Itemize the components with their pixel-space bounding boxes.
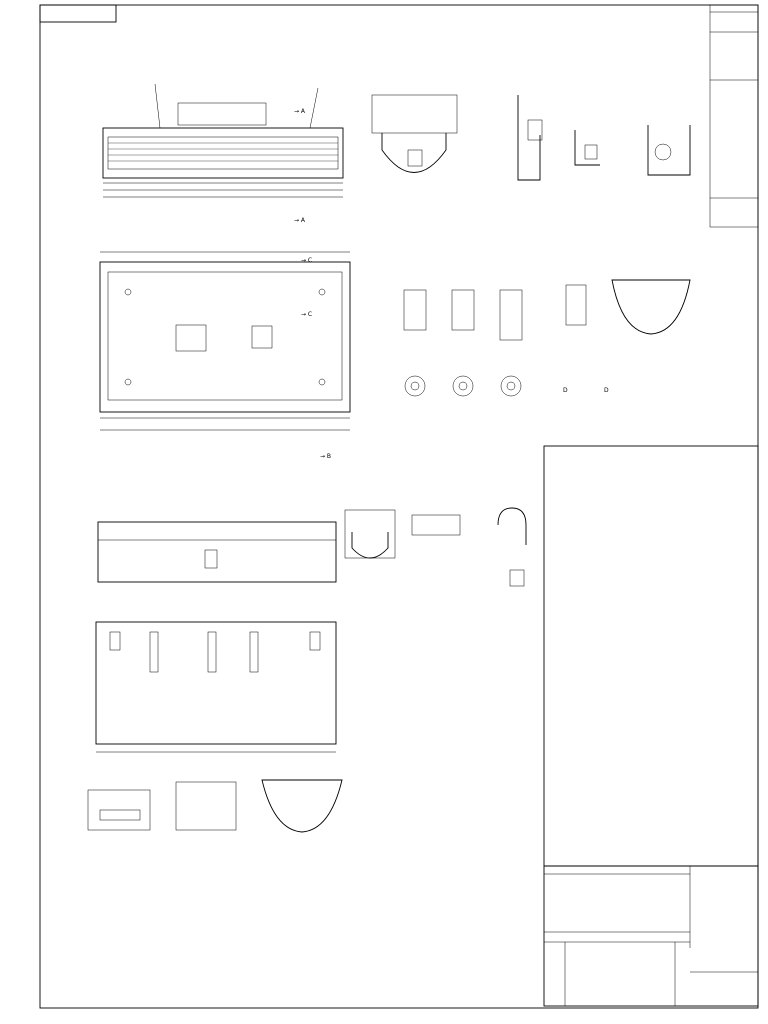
part-details <box>404 280 690 396</box>
section-dd-view <box>648 125 690 175</box>
arrow-d-right: D <box>604 387 609 394</box>
bill-of-materials <box>544 446 758 866</box>
section-aa-view <box>372 95 457 173</box>
schematic-diagram <box>88 790 150 830</box>
section-bb-view <box>518 95 542 180</box>
arrow-c-bottom: → C <box>301 311 313 318</box>
wire-mesh-view <box>176 782 236 830</box>
plan-view <box>100 252 350 460</box>
angle-view <box>98 522 336 582</box>
holder-details <box>345 508 526 586</box>
arrow-b: → B <box>320 453 332 460</box>
section-cc-view <box>575 130 600 165</box>
drawing-number-box <box>40 5 116 22</box>
section-arrow-a-top: → A <box>294 108 306 115</box>
main-top-view <box>103 84 343 224</box>
arrow-c-top: → C <box>301 257 313 264</box>
arrow-d-left: D <box>563 387 568 394</box>
reflector-view <box>262 780 342 832</box>
notes-block <box>345 642 545 907</box>
bottom-frame-view <box>96 622 336 752</box>
section-arrow-a-bottom: → A <box>294 217 306 224</box>
alterations-block <box>710 5 758 227</box>
title-block <box>544 866 758 1006</box>
